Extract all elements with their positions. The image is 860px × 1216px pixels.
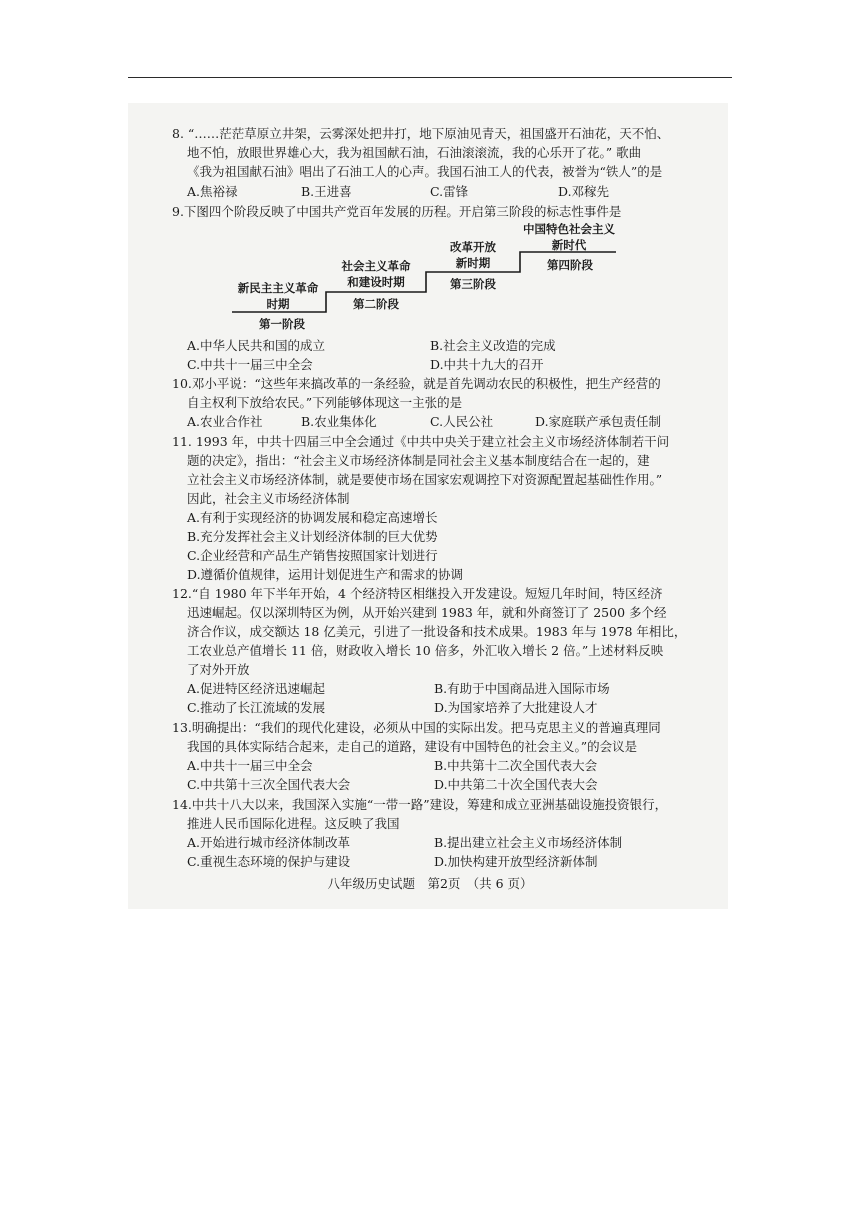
q8-line-2: 地不怕，放眼世界雄心大，我为祖国献石油，石油滚滚流，我的心乐开了花。” 歌曲	[187, 145, 642, 160]
q8-option-b: B.王进喜	[301, 184, 352, 199]
q14-line-1: 14.中共十八大以来，我国深入实施“一带一路”建设，筹建和成立亚洲基础设施投资银行，	[172, 797, 668, 812]
q9-option-a: A.中华人民共和国的成立	[187, 338, 326, 353]
page-footer: 八年级历史试题 第2页 （共 6 页）	[327, 876, 533, 891]
q9-option-d: D.中共十九大的召开	[430, 357, 544, 372]
q11-line-4: 因此，社会主义市场经济体制	[187, 491, 350, 506]
stage-3-name: 改革开放 新时期	[450, 240, 496, 270]
q12-line-1: 12.“自 1980 年下半年开始，4 个经济特区相继投入开发建设。短短几年时间，特区经济	[172, 586, 663, 601]
q8-line-3: 《我为祖国献石油》唱出了石油工人的心声。我国石油工人的代表，被誉为“铁人”的是	[187, 164, 663, 179]
q11-line-2: 题的决定》，指出：“社会主义市场经济体制是同社会主义基本制度结合在一起的，建	[187, 453, 650, 468]
q10-option-d: D.家庭联产承包责任制	[535, 414, 662, 429]
q12-line-4: 工农业总产值增长 11 倍，财政收入增长 10 倍多，外汇收入增长 2 倍。”上述材料反映	[187, 643, 664, 658]
q13-option-b: B.中共第十二次全国代表大会	[434, 758, 598, 773]
q8-option-d: D.邓稼先	[558, 184, 610, 199]
q8-option-a: A.焦裕禄	[187, 184, 238, 199]
stage-2-name: 社会主义革命 和建设时期	[341, 259, 411, 289]
q9-option-b: B.社会主义改造的完成	[430, 338, 556, 353]
q11-line-1: 11. 1993 年，中共十四届三中全会通过《中共中央关于建立社会主义市场经济体制若干问	[172, 434, 670, 449]
q8-option-c: C.雷锋	[430, 184, 469, 199]
q10-option-a: A.农业合作社	[187, 414, 263, 429]
q8-line-1: 8. “……茫茫草原立井架，云雾深处把井打，地下原油见青天，祖国盛开石油花，天不怕、	[172, 126, 670, 141]
q12-line-3: 济合作议，成交额达 18 亿美元，引进了一批设备和技术成果。1983 年与 1978 年相比，	[187, 624, 687, 639]
q11-option-b: B.充分发挥社会主义计划经济体制的巨大优势	[187, 529, 438, 544]
q11-option-c: C.企业经营和产品生产销售按照国家计划进行	[187, 548, 438, 563]
stage-1-label: 第一阶段	[259, 317, 305, 331]
q10-line-2: 自主权利下放给农民。”下列能够体现这一主张的是	[187, 395, 463, 410]
q14-option-b: B.提出建立社会主义市场经济体制	[434, 835, 623, 850]
q10-line-1: 10.邓小平说：“这些年来搞改革的一条经验，就是首先调动农民的积极性，把生产经营的	[172, 376, 661, 391]
q14-option-a: A.开始进行城市经济体制改革	[187, 835, 351, 850]
stage-3-label: 第三阶段	[450, 277, 496, 291]
q13-line-1: 13.明确提出：“我们的现代化建设，必须从中国的实际出发。把马克思主义的普遍真理同	[172, 720, 661, 735]
stage-4-label: 第四阶段	[547, 258, 593, 272]
q12-option-d: D.为国家培养了大批建设人才	[434, 700, 598, 715]
q9-line-1: 9.下图四个阶段反映了中国共产党百年发展的历程。开启第三阶段的标志性事件是	[172, 204, 622, 219]
q13-option-c: C.中共第十三次全国代表大会	[187, 777, 351, 792]
q12-line-5: 了对外开放	[187, 662, 250, 677]
stage-2-label: 第二阶段	[353, 297, 399, 311]
q12-option-a: A.促进特区经济迅速崛起	[187, 681, 326, 696]
q12-line-2: 迅速崛起。仅以深圳特区为例，从开始兴建到 1983 年，就和外商签订了 2500 多个经	[187, 605, 667, 620]
q14-line-2: 推进人民币国际化进程。这反映了我国	[187, 816, 400, 831]
q14-option-d: D.加快构建开放型经济新体制	[434, 854, 598, 869]
q11-option-a: A.有利于实现经济的协调发展和稳定高速增长	[187, 510, 438, 525]
q14-option-c: C.重视生态环境的保护与建设	[187, 854, 351, 869]
stage-1-name: 新民主主义革命 时期	[237, 281, 319, 311]
q11-option-d: D.遵循价值规律，运用计划促进生产和需求的协调	[187, 567, 464, 582]
q11-line-3: 立社会主义市场经济体制，就是要使市场在国家宏观调控下对资源配置起基础性作用。”	[187, 472, 663, 487]
q12-option-b: B.有助于中国商品进入国际市场	[434, 681, 610, 696]
q13-option-d: D.中共第二十次全国代表大会	[434, 777, 598, 792]
q10-option-c: C.人民公社	[430, 414, 494, 429]
q13-option-a: A.中共十一届三中全会	[187, 758, 313, 773]
q9-option-c: C.中共十一届三中全会	[187, 357, 313, 372]
q13-line-2: 我国的具体实际结合起来，走自己的道路，建设有中国特色的社会主义。”的会议是	[187, 739, 638, 754]
q12-option-c: C.推动了长江流域的发展	[187, 700, 326, 715]
q10-option-b: B.农业集体化	[301, 414, 377, 429]
stage-4-name: 中国特色社会主义 新时代	[523, 222, 615, 252]
